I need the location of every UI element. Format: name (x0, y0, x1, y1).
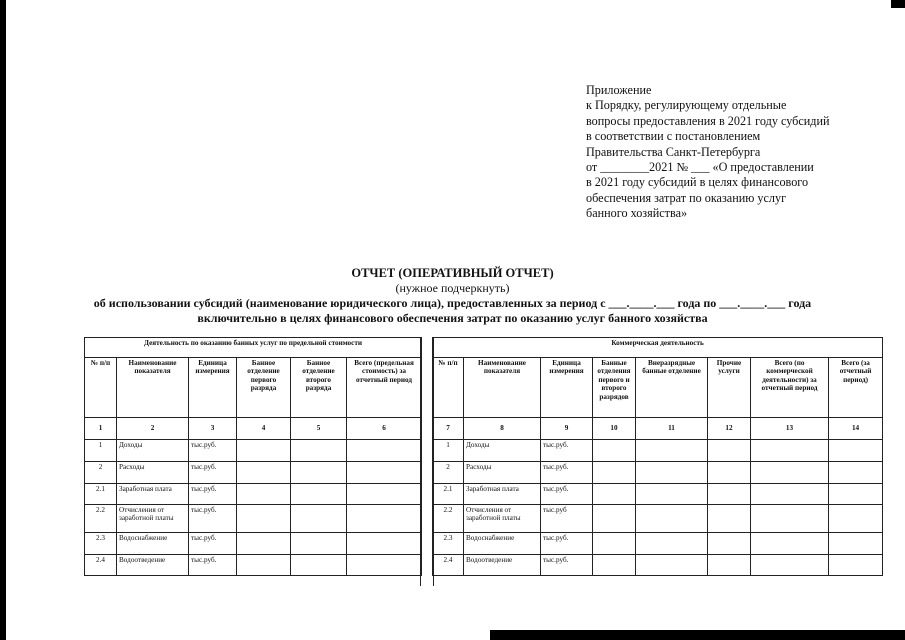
row-name: Доходы (117, 440, 189, 462)
row-value-cell (347, 555, 422, 576)
right-header-grand-total: Всего (за отчетный период) (829, 358, 883, 418)
row-num: 1 (85, 440, 117, 462)
row-num: 1 (433, 440, 464, 462)
scan-corner-mark (891, 0, 905, 8)
table-row (433, 484, 883, 505)
row-num: 2.3 (85, 533, 117, 555)
right-header-unit: Единица измерения (541, 358, 593, 418)
report-description-line1: об использовании субсидий (наименование юридического лица), предоставленных за период с ___.____.___ года по ___.____.___ года (93, 296, 812, 310)
row-value-cell (347, 462, 422, 484)
table-row (85, 533, 422, 555)
right-header-name: Наименование показателя (464, 358, 541, 418)
row-value-cell (636, 462, 708, 484)
row-unit: тыс.руб. (189, 505, 237, 533)
left-header-first-class: Банное отделение первого разряда (237, 358, 291, 418)
row-value-cell (237, 533, 291, 555)
row-name: Отчисления от заработной платы (117, 505, 189, 533)
right-header-extra-class: Внеразрядные банные отделение (636, 358, 708, 418)
right-col-number: 13 (751, 418, 829, 440)
row-value-cell (347, 533, 422, 555)
row-value-cell (593, 555, 636, 576)
row-unit: тыс.руб. (541, 462, 593, 484)
table-row (433, 440, 883, 462)
row-unit: тыс.руб. (541, 533, 593, 555)
left-col-number: 6 (347, 418, 422, 440)
row-value-cell (829, 555, 883, 576)
row-num: 2.4 (433, 555, 464, 576)
row-name: Водоотведение (117, 555, 189, 576)
left-col-number: 2 (117, 418, 189, 440)
right-col-number: 14 (829, 418, 883, 440)
table-row (433, 505, 883, 533)
row-value-cell (829, 462, 883, 484)
row-value-cell (829, 440, 883, 462)
left-report-table (84, 337, 422, 576)
row-value-cell (347, 440, 422, 462)
appendix-line: в 2021 году субсидий в целях финансового (586, 175, 809, 190)
row-value-cell (636, 505, 708, 533)
row-value-cell (829, 533, 883, 555)
row-value-cell (708, 505, 751, 533)
right-header-num: № п/п (433, 358, 464, 418)
left-col-number: 5 (291, 418, 347, 440)
row-value-cell (291, 484, 347, 505)
right-header-first-second-class: Банные отделения первого и второго разрядов (593, 358, 636, 418)
row-unit: тыс.руб. (189, 440, 237, 462)
row-value-cell (636, 440, 708, 462)
right-col-number: 11 (636, 418, 708, 440)
left-col-number: 4 (237, 418, 291, 440)
appendix-line: вопросы предоставления в 2021 году субсидий (586, 113, 830, 128)
left-header-unit: Единица измерения (189, 358, 237, 418)
row-value-cell (829, 484, 883, 505)
appendix-line: Правительства Санкт-Петербурга (586, 144, 761, 159)
appendix-line: Приложение (586, 83, 652, 97)
row-num: 2.1 (85, 484, 117, 505)
row-value-cell (237, 440, 291, 462)
right-header-other-services: Прочие услуги (708, 358, 751, 418)
left-col-number: 3 (189, 418, 237, 440)
row-value-cell (751, 533, 829, 555)
row-value-cell (347, 505, 422, 533)
row-value-cell (291, 533, 347, 555)
row-value-cell (751, 484, 829, 505)
row-unit: тыс.руб. (541, 440, 593, 462)
table-row (85, 555, 422, 576)
row-value-cell (237, 555, 291, 576)
row-unit: тыс.руб. (189, 533, 237, 555)
row-value-cell (593, 440, 636, 462)
row-name: Расходы (464, 462, 541, 484)
row-value-cell (751, 505, 829, 533)
appendix-header (586, 83, 886, 222)
table-row (433, 462, 883, 484)
row-value-cell (237, 505, 291, 533)
table-row (85, 462, 422, 484)
row-value-cell (708, 555, 751, 576)
table-row (85, 505, 422, 533)
row-name: Расходы (117, 462, 189, 484)
row-num: 2 (433, 462, 464, 484)
scan-border-bottom (490, 630, 905, 640)
row-value-cell (593, 533, 636, 555)
left-header-total: Всего (предельная стоимость) за отчетный период (347, 358, 422, 418)
right-col-number: 8 (464, 418, 541, 440)
row-value-cell (237, 484, 291, 505)
row-value-cell (291, 505, 347, 533)
left-header-num: № п/п (85, 358, 117, 418)
row-name: Доходы (464, 440, 541, 462)
row-value-cell (708, 462, 751, 484)
table-row (433, 555, 883, 576)
right-col-number: 7 (433, 418, 464, 440)
row-num: 2.2 (433, 505, 464, 533)
row-value-cell (751, 440, 829, 462)
row-value-cell (237, 462, 291, 484)
row-value-cell (636, 555, 708, 576)
row-name: Заработная плата (117, 484, 189, 505)
report-title: ОТЧЕТ (ОПЕРАТИВНЫЙ ОТЧЕТ) (351, 266, 554, 280)
report-note: (нужное подчеркнуть) (395, 281, 510, 295)
row-value-cell (708, 440, 751, 462)
row-unit: тыс.руб. (189, 484, 237, 505)
row-unit: тыс.руб. (189, 462, 237, 484)
left-header-second-class: Банное отделение второго разряда (291, 358, 347, 418)
right-col-number: 9 (541, 418, 593, 440)
row-name: Водоотведение (464, 555, 541, 576)
row-value-cell (708, 533, 751, 555)
right-report-table (432, 337, 883, 576)
left-col-number: 1 (85, 418, 117, 440)
appendix-line: к Порядку, регулирующему отдельные (586, 98, 787, 113)
row-value-cell (593, 462, 636, 484)
appendix-line: в соответствии с постановлением (586, 129, 761, 144)
right-header-commercial-total: Всего (по коммерческой деятельности) за отчетный период (751, 358, 829, 418)
table-row (85, 440, 422, 462)
appendix-line: обеспечения затрат по оказанию услуг (586, 190, 787, 205)
row-unit: тыс.руб (541, 505, 593, 533)
row-name: Водоснабжение (464, 533, 541, 555)
row-value-cell (751, 462, 829, 484)
row-unit: тыс.руб. (189, 555, 237, 576)
appendix-line: от ________2021 № ___ «О предоставлении (586, 160, 814, 175)
row-value-cell (636, 533, 708, 555)
left-section-title: Деятельность по оказанию банных услуг по предельной стоимости (85, 338, 422, 358)
left-header-name: Наименование показателя (117, 358, 189, 418)
report-description-line2: включительно в целях финансового обеспечения затрат по оказанию услуг банного хозяйства (197, 311, 708, 325)
row-value-cell (291, 440, 347, 462)
table-row (433, 533, 883, 555)
row-value-cell (636, 484, 708, 505)
row-value-cell (347, 484, 422, 505)
row-name: Отчисления от заработной платы (464, 505, 541, 533)
row-unit: тыс.руб. (541, 484, 593, 505)
row-num: 2 (85, 462, 117, 484)
row-unit: тыс.руб. (541, 555, 593, 576)
row-num: 2.3 (433, 533, 464, 555)
row-num: 2.4 (85, 555, 117, 576)
row-value-cell (291, 462, 347, 484)
row-value-cell (708, 484, 751, 505)
row-value-cell (593, 484, 636, 505)
row-num: 2.2 (85, 505, 117, 533)
row-num: 2.1 (433, 484, 464, 505)
table-row (85, 484, 422, 505)
appendix-line: банного хозяйства» (586, 206, 688, 221)
row-value-cell (291, 555, 347, 576)
right-col-number: 10 (593, 418, 636, 440)
report-title-block (0, 266, 905, 326)
row-value-cell (829, 505, 883, 533)
row-value-cell (593, 505, 636, 533)
row-value-cell (751, 555, 829, 576)
right-col-number: 12 (708, 418, 751, 440)
row-name: Заработная плата (464, 484, 541, 505)
right-section-title: Коммерческая деятельность (433, 338, 883, 358)
row-name: Водоснабжение (117, 533, 189, 555)
